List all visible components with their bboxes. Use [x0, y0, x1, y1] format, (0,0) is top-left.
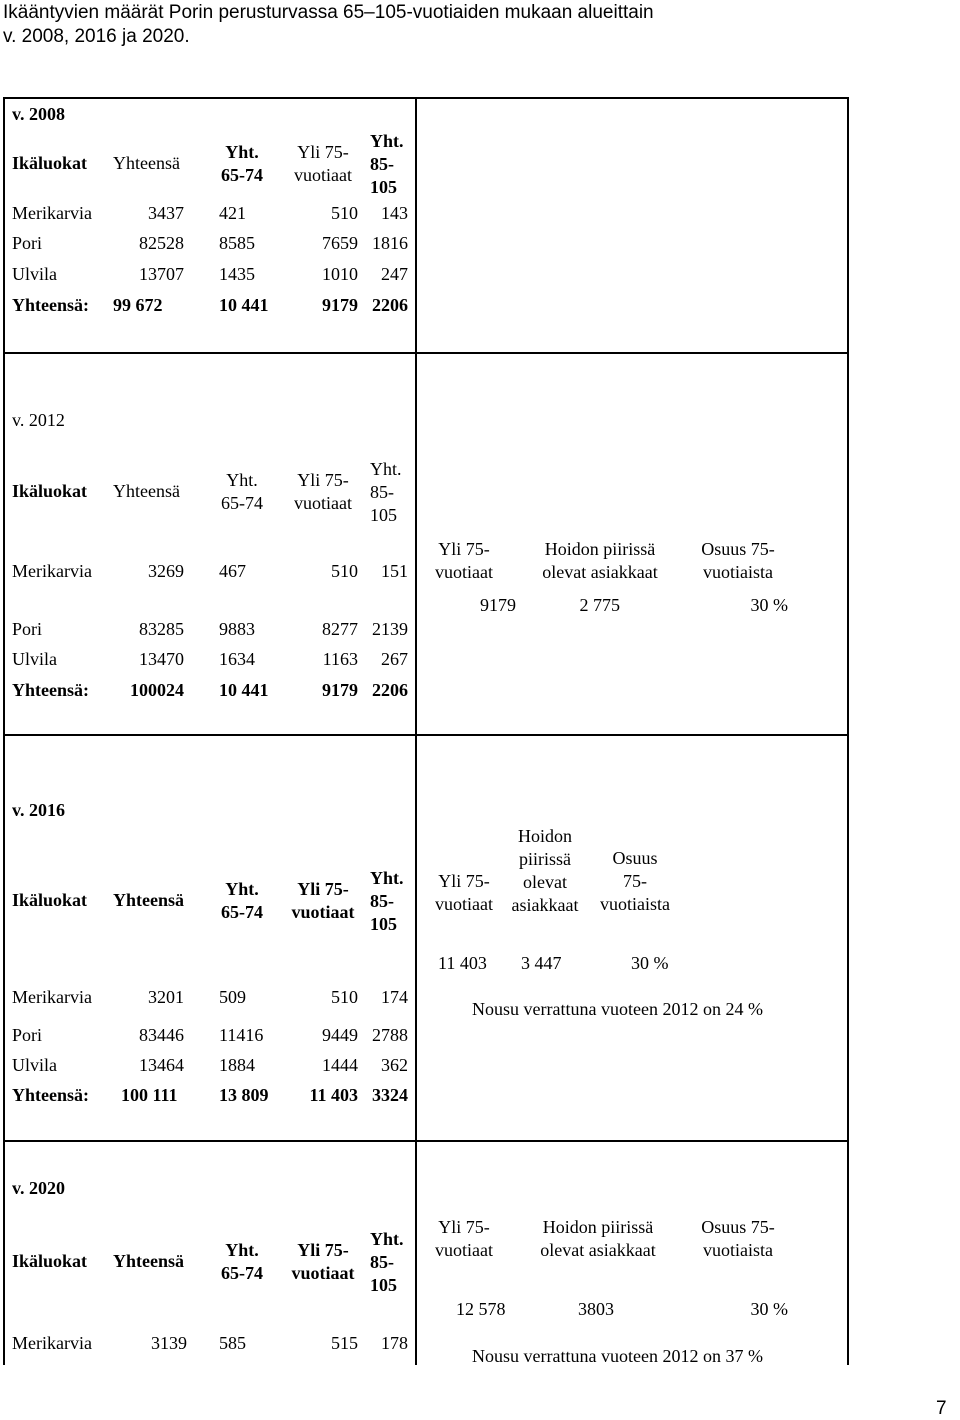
- side-header-hoidon-line2: piirissä: [519, 849, 571, 869]
- side-header-osuus: [592, 847, 678, 916]
- cell-85: 143: [381, 203, 408, 223]
- side-header-osuus-line1: Osuus 75-: [701, 1217, 775, 1237]
- cell-85: 2206: [372, 680, 408, 700]
- cell-6574: 1634: [219, 649, 255, 669]
- header-yht-6574: [214, 878, 270, 924]
- cell-total: 82528: [139, 233, 184, 253]
- cell-85: 1816: [372, 233, 408, 253]
- header-ikaluokat: Ikäluokat: [12, 153, 88, 173]
- cell-yli75: 1163: [322, 649, 358, 669]
- side-header-hoidon-line1: Hoidon piirissä: [542, 1217, 654, 1237]
- side-value-yli75: 12 578: [456, 1299, 506, 1319]
- cell-6574: 8585: [219, 233, 255, 253]
- cell-yli75: 9449: [322, 1025, 358, 1045]
- header-yli75: [284, 141, 362, 187]
- cell-total: 100024: [130, 680, 184, 700]
- page-title-line1: Ikääntyvien määrät Porin perusturvassa 65–105-vuotiaiden mukaan alueittain: [3, 2, 654, 23]
- side-header-yli75: [426, 538, 502, 584]
- side-header-yli75-line1: Yli 75-: [438, 539, 490, 559]
- header-yli75: [284, 878, 362, 924]
- header-yht-85-line3: 105: [370, 505, 397, 525]
- year-label-2016: v. 2016: [12, 800, 66, 820]
- side-value-hoidon: 2 775: [579, 595, 620, 615]
- cell-85: 3324: [372, 1085, 408, 1105]
- side-header-osuus-line3: vuotiaista: [600, 894, 670, 914]
- side-value-osuus: 30 %: [750, 595, 788, 615]
- cell-yli75: 8277: [322, 619, 358, 639]
- header-yli75-line1: Yli 75-: [297, 879, 349, 899]
- frame-right-line: [847, 97, 849, 1365]
- header-yht-6574-line2: 65-74: [221, 1263, 263, 1283]
- side-header-osuus-line2: 75-: [623, 871, 647, 891]
- row-name: Yhteensä:: [12, 1085, 89, 1105]
- header-yli75: [284, 1239, 362, 1285]
- cell-85: 174: [381, 987, 408, 1007]
- page-number: 7: [936, 1398, 947, 1419]
- header-yht-85-line2: 85-: [370, 154, 394, 174]
- side-header-yli75-line2: vuotiaat: [435, 562, 493, 582]
- header-yht-85-line3: 105: [370, 1275, 397, 1295]
- header-yhteensa: Yhteensä: [113, 153, 180, 173]
- header-yli75-line1: Yli 75-: [297, 470, 349, 490]
- cell-total: 3139: [151, 1333, 187, 1353]
- side-header-hoidon-line1: Hoidon: [518, 826, 572, 846]
- row-name: Pori: [12, 619, 43, 639]
- cell-yli75: 510: [331, 987, 358, 1007]
- separator-2008-2012: [3, 352, 849, 354]
- row-name: Ulvila: [12, 649, 57, 669]
- cell-yli75: 515: [331, 1333, 358, 1353]
- side-header-yli75: [426, 1216, 502, 1262]
- side-header-osuus-line1: Osuus 75-: [701, 539, 775, 559]
- frame-left-line: [3, 97, 5, 1365]
- header-yht-6574-line1: Yht.: [225, 142, 259, 162]
- row-name: Pori: [12, 233, 43, 253]
- side-header-hoidon: [504, 825, 586, 917]
- cell-6574: 10 441: [219, 295, 269, 315]
- cell-total: 13707: [139, 264, 184, 284]
- cell-6574: 11416: [219, 1025, 264, 1045]
- header-yhteensa: Yhteensä: [113, 1251, 184, 1271]
- row-name: Ulvila: [12, 264, 57, 284]
- side-note: Nousu verrattuna vuoteen 2012 on 37 %: [472, 1346, 763, 1366]
- cell-total: 83446: [139, 1025, 184, 1045]
- cell-yli75: 1444: [322, 1055, 358, 1075]
- header-yht-6574-line1: Yht.: [226, 470, 258, 490]
- header-yht-85: [370, 130, 404, 199]
- year-label-2012: v. 2012: [12, 410, 65, 430]
- cell-6574: 13 809: [219, 1085, 269, 1105]
- side-header-yli75-line1: Yli 75-: [438, 1217, 490, 1237]
- cell-85: 267: [381, 649, 408, 669]
- cell-total: 83285: [139, 619, 184, 639]
- header-ikaluokat: Ikäluokat: [12, 481, 88, 501]
- cell-85: 151: [381, 561, 408, 581]
- header-ikaluokat: Ikäluokat: [12, 1251, 88, 1271]
- frame-divider-line: [415, 97, 417, 1365]
- cell-yli75: 9179: [322, 680, 358, 700]
- cell-6574: 509: [219, 987, 246, 1007]
- header-yhteensa: Yhteensä: [113, 481, 180, 501]
- side-header-yli75-line2: vuotiaat: [435, 894, 493, 914]
- side-header-hoidon-line3: olevat: [523, 872, 567, 892]
- cell-yli75: 11 403: [309, 1085, 358, 1105]
- cell-6574: 1884: [219, 1055, 255, 1075]
- cell-yli75: 510: [331, 203, 358, 223]
- cell-yli75: 9179: [322, 295, 358, 315]
- row-name: Ulvila: [12, 1055, 57, 1075]
- side-value-hoidon: 3 447: [521, 953, 562, 973]
- header-ikaluokat: Ikäluokat: [12, 890, 88, 910]
- cell-6574: 10 441: [219, 680, 269, 700]
- cell-85: 247: [381, 264, 408, 284]
- cell-6574: 1435: [219, 264, 255, 284]
- side-header-yli75-line2: vuotiaat: [435, 1240, 493, 1260]
- side-header-hoidon-line4: asiakkaat: [511, 895, 579, 915]
- side-header-osuus: [688, 1216, 788, 1262]
- header-yhteensa: Yhteensä: [113, 890, 184, 910]
- row-name: Merikarvia: [12, 203, 92, 223]
- header-yli75-line1: Yli 75-: [297, 142, 349, 162]
- cell-6574: 467: [219, 561, 246, 581]
- header-yht-6574-line1: Yht.: [225, 879, 259, 899]
- year-label-2008: v. 2008: [12, 104, 66, 124]
- header-yht-85: [370, 1228, 404, 1297]
- side-value-yli75: 11 403: [438, 953, 487, 973]
- header-yht-6574: [214, 141, 270, 187]
- header-yht-6574: [214, 469, 270, 515]
- side-header-hoidon: [520, 538, 680, 584]
- header-yht-85-line2: 85-: [370, 1252, 394, 1272]
- header-yht-85-line3: 105: [370, 177, 397, 197]
- cell-yli75: 7659: [322, 233, 358, 253]
- row-name: Merikarvia: [12, 987, 92, 1007]
- header-yli75: [284, 469, 362, 515]
- header-yht-85-line2: 85-: [370, 891, 394, 911]
- side-value-hoidon: 3803: [578, 1299, 614, 1319]
- header-yli75-line2: vuotiaat: [291, 1263, 355, 1283]
- page-title-line2: v. 2008, 2016 ja 2020.: [3, 26, 190, 47]
- row-name: Merikarvia: [12, 561, 92, 581]
- cell-yli75: 1010: [322, 264, 358, 284]
- header-yht-85: [370, 458, 402, 527]
- side-value-yli75: 9179: [480, 595, 516, 615]
- cell-total: 99 672: [113, 295, 163, 315]
- side-header-hoidon-line1: Hoidon piirissä: [544, 539, 656, 559]
- side-header-yli75-line1: Yli 75-: [438, 871, 490, 891]
- header-yht-85-line1: Yht.: [370, 868, 404, 888]
- row-name: Yhteensä:: [12, 680, 89, 700]
- header-yli75-line1: Yli 75-: [297, 1240, 349, 1260]
- header-yli75-line2: vuotiaat: [294, 493, 352, 513]
- header-yht-85-line1: Yht.: [370, 459, 402, 479]
- cell-total: 3437: [148, 203, 184, 223]
- frame-top-line: [3, 97, 849, 99]
- row-name: Yhteensä:: [12, 295, 89, 315]
- side-header-hoidon: [518, 1216, 678, 1262]
- side-header-osuus-line2: vuotiaista: [703, 1240, 773, 1260]
- side-value-osuus: 30 %: [631, 953, 669, 973]
- cell-6574: 9883: [219, 619, 255, 639]
- side-header-hoidon-line2: olevat asiakkaat: [540, 1240, 656, 1260]
- cell-85: 362: [381, 1055, 408, 1075]
- cell-6574: 421: [219, 203, 246, 223]
- cell-6574: 585: [219, 1333, 246, 1353]
- header-yht-6574-line2: 65-74: [221, 493, 263, 513]
- cell-yli75: 510: [331, 561, 358, 581]
- cell-total: 13470: [139, 649, 184, 669]
- side-header-osuus: [688, 538, 788, 584]
- header-yht-6574-line1: Yht.: [225, 1240, 259, 1260]
- header-yht-85-line3: 105: [370, 914, 397, 934]
- header-yli75-line2: vuotiaat: [294, 165, 352, 185]
- cell-85: 2139: [372, 619, 408, 639]
- side-header-hoidon-line2: olevat asiakkaat: [542, 562, 658, 582]
- header-yht-6574-line2: 65-74: [221, 165, 263, 185]
- row-name: Pori: [12, 1025, 43, 1045]
- side-value-osuus: 30 %: [750, 1299, 788, 1319]
- side-header-osuus-line1: Osuus: [612, 848, 658, 868]
- header-yht-6574: [214, 1239, 270, 1285]
- cell-total: 3201: [148, 987, 184, 1007]
- header-yht-85-line1: Yht.: [370, 131, 404, 151]
- header-yht-6574-line2: 65-74: [221, 902, 263, 922]
- cell-total: 3269: [148, 561, 184, 581]
- header-yht-85-line2: 85-: [370, 482, 394, 502]
- cell-85: 178: [381, 1333, 408, 1353]
- header-yht-85-line1: Yht.: [370, 1229, 404, 1249]
- row-name: Merikarvia: [12, 1333, 92, 1353]
- side-header-yli75: [426, 870, 502, 916]
- cell-85: 2788: [372, 1025, 408, 1045]
- header-yli75-line2: vuotiaat: [291, 902, 355, 922]
- side-header-osuus-line2: vuotiaista: [703, 562, 773, 582]
- side-note: Nousu verrattuna vuoteen 2012 on 24 %: [472, 999, 763, 1019]
- cell-total: 100 111: [121, 1085, 178, 1105]
- cell-85: 2206: [372, 295, 408, 315]
- year-label-2020: v. 2020: [12, 1178, 66, 1198]
- separator-2016-2020: [3, 1140, 849, 1142]
- cell-total: 13464: [139, 1055, 184, 1075]
- separator-2012-2016: [3, 734, 849, 736]
- header-yht-85: [370, 867, 404, 936]
